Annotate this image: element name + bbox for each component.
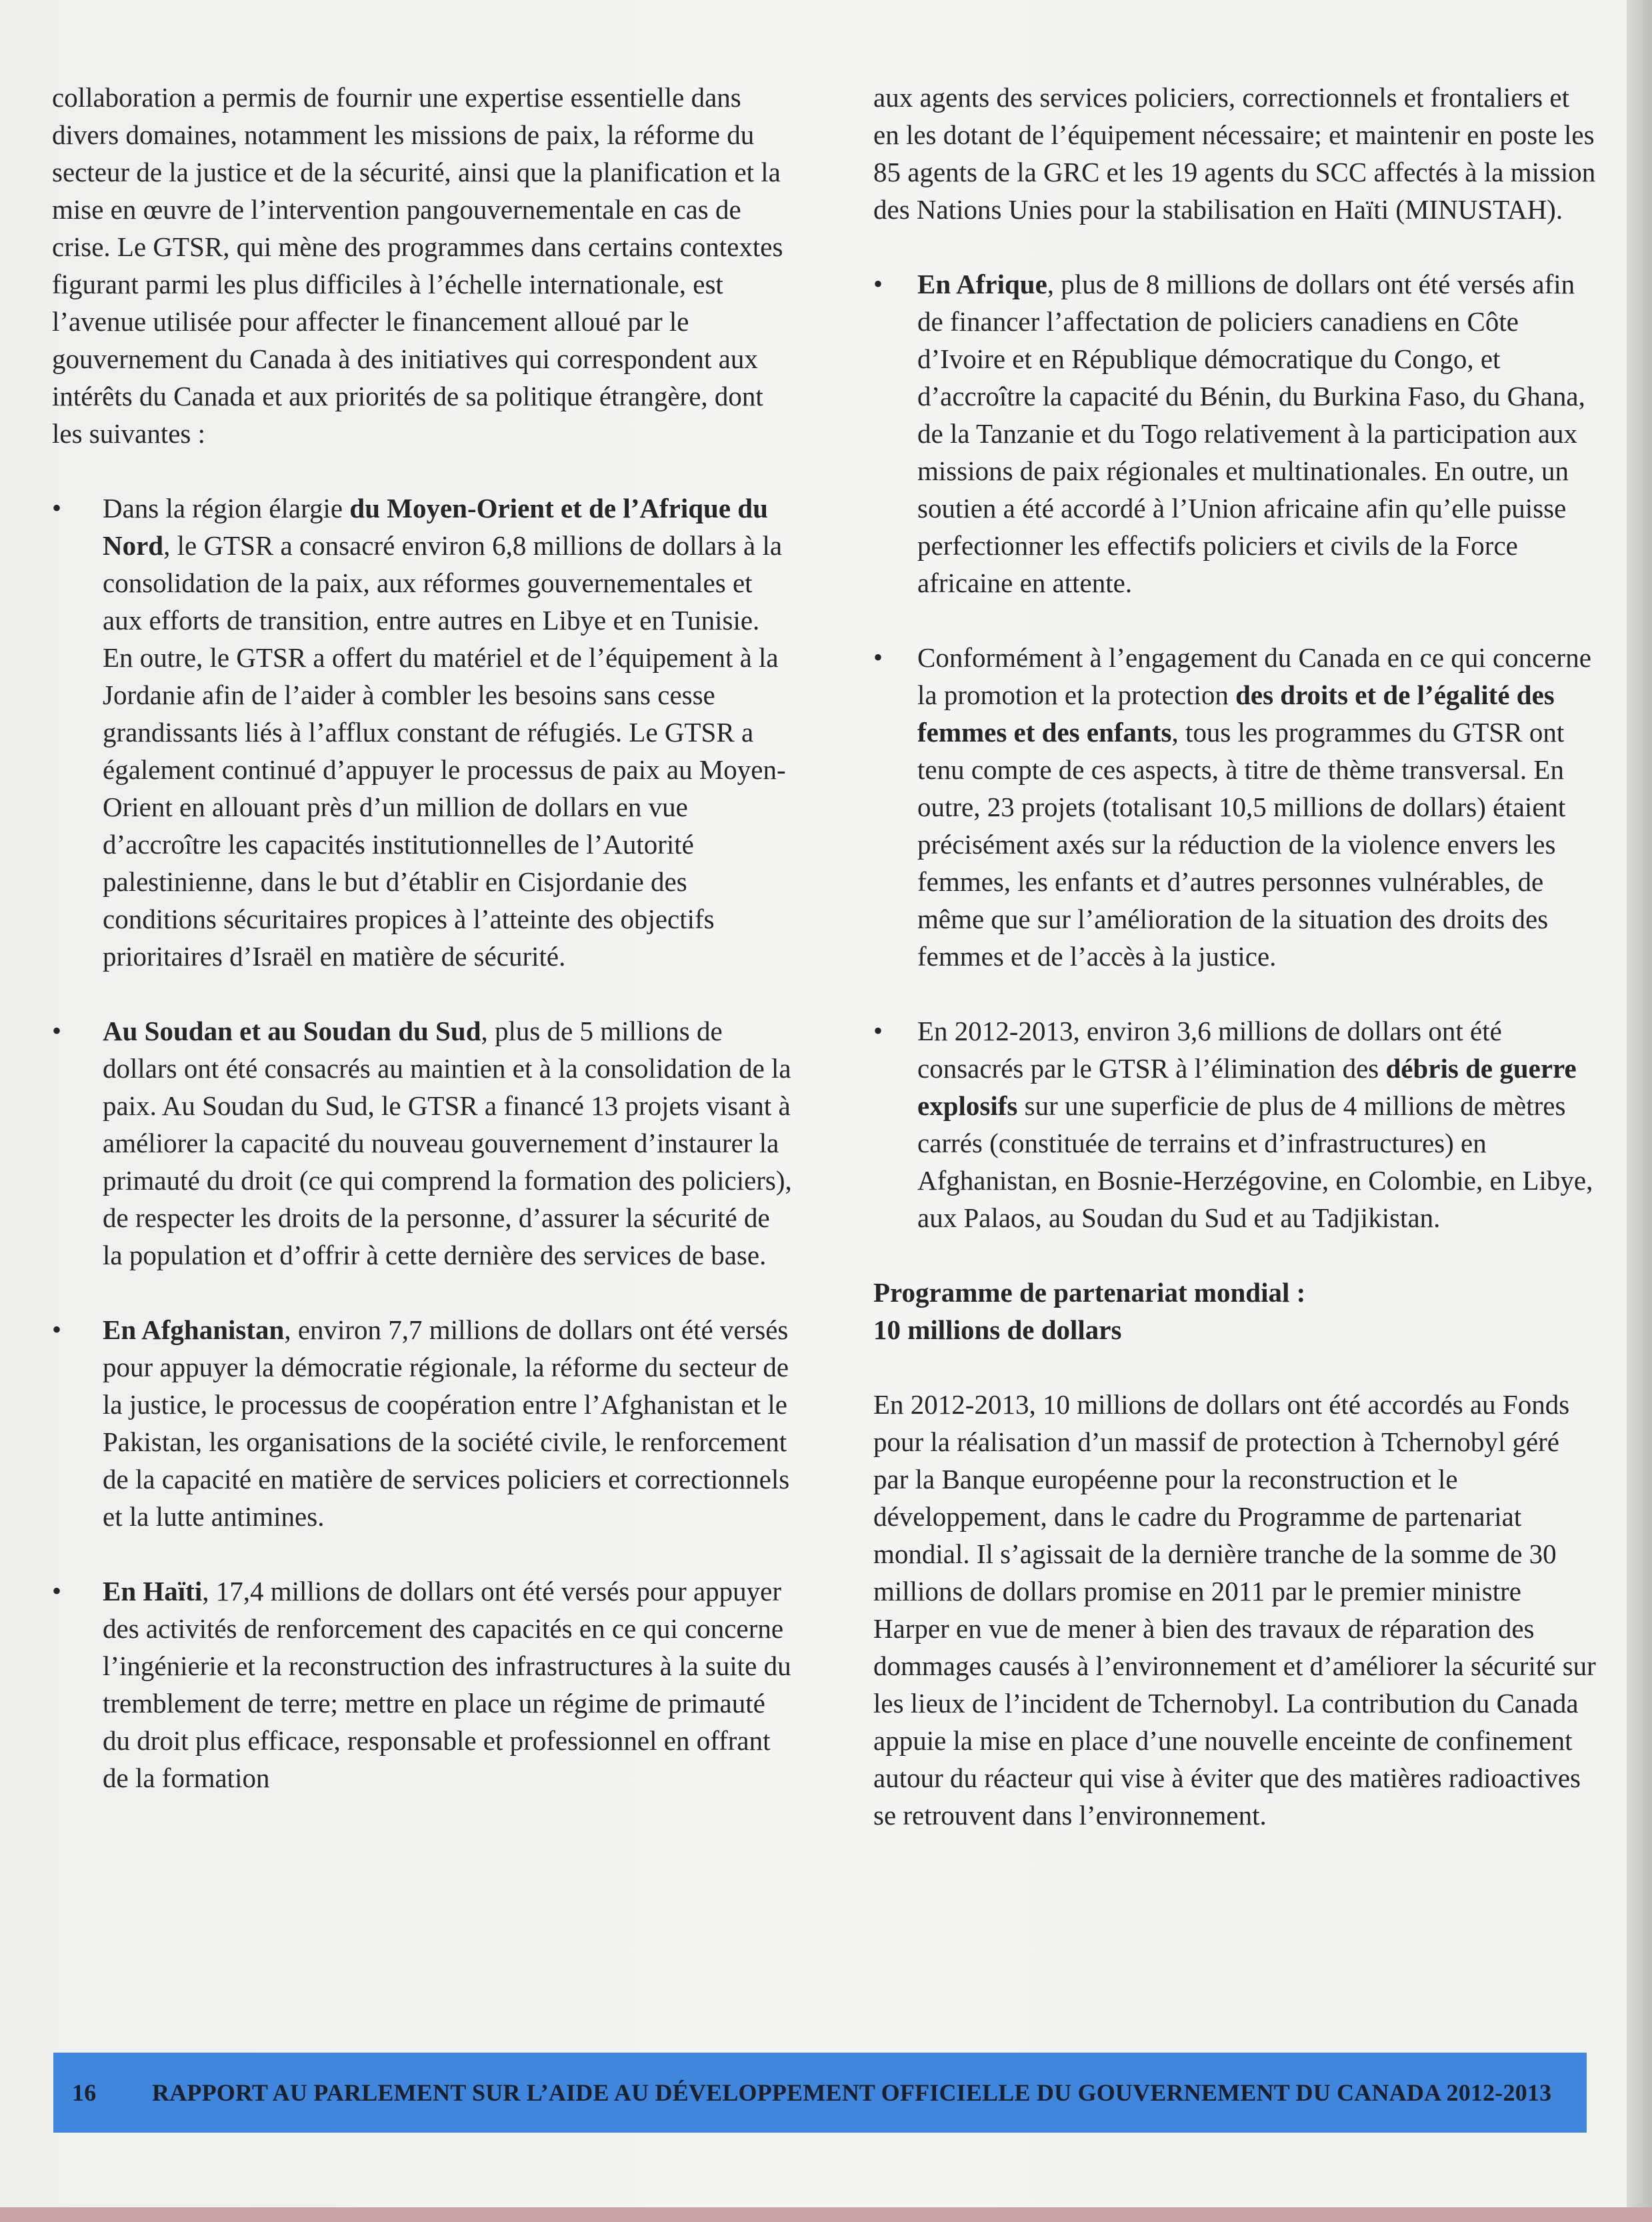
right-bullet-list: [873, 265, 1600, 1236]
intro-paragraph: collaboration a permis de fournir une expertise essentielle dans divers domaines, notamment les missions de paix, la réforme du secteur de la justice et de la sécurité, ainsi que la planification et la mise en œuvre de l’intervention pangouvernementale en cas de crise. Le GTSR, qui mène des programmes dans certains contextes figurant parmi les plus difficiles à l’échelle internationale, est l’avenue utilisée pour affecter le financement alloué par le gouvernement du Canada à des initiatives qui correspondent aux intérêts du Canada et aux priorités de sa politique étrangère, dont les suivantes :: [52, 82, 783, 449]
bullet-bold-text: débris de guerre explosifs: [917, 1053, 1577, 1121]
haiti-continuation-paragraph: aux agents des services policiers, correctionnels et frontaliers et en les dotant de l’équipement nécessaire; et maintenir en poste les 85 agents de la GRC et les 19 agents du SCC affectés à la mission des Nations Unies pour la stabilisation en Haïti (MINUSTAH).: [873, 82, 1596, 225]
bullet-text: , tous les programmes du GTSR ont tenu compte de ces aspects, à titre de thème transversal. En outre, 23 projets (totalisant 10,5 millions de dollars) étaient précisément axés sur la réduction de la violence envers les femmes, les enfants et d’autres personnes vulnérables, de même que sur l’amélioration de la situation des droits des femmes et de l’accès à la justice.: [917, 717, 1566, 972]
section-heading-line: Programme de partenariat mondial :: [873, 1277, 1306, 1308]
bullet-text: En 2012-2013, environ 3,6 millions de dollars ont été consacrés par le GTSR à l’élimination des: [917, 1016, 1502, 1084]
bullet-bold-text: des droits et de l’égalité des femmes et des enfants: [917, 680, 1555, 748]
page-number: 16: [72, 2079, 97, 2106]
right-column: [873, 79, 1600, 1834]
bullet-afghanistan: [52, 1311, 792, 1535]
bullet-haiti: [52, 1572, 792, 1797]
bullet-bold-text: Au Soudan et au Soudan du Sud: [103, 1016, 481, 1046]
bullet-explosive-remnants: [873, 1012, 1600, 1236]
left-bullet-list: [52, 489, 792, 1797]
bullet-text: , plus de 8 millions de dollars ont été versés afin de financer l’affectation de policiers canadiens en Côte d’Ivoire et en République démocratique du Congo, et d’accroître la capacité du Bénin, du Burkina Faso, du Ghana, de la Tanzanie et du Togo relativement à la participation aux missions de paix régionales et multinationales. En outre, un soutien a été accordé à l’Union africaine afin qu’elle puisse perfectionner les effectifs policiers et civils de la Force africaine en attente.: [917, 269, 1585, 598]
section-body-paragraph: En 2012-2013, 10 millions de dollars ont été accordés au Fonds pour la réalisation d’un massif de protection à Tchernobyl géré par la Banque européenne pour la reconstruction et le développement, dans le cadre du Programme de partenariat mondial. Il s’agissait de la dernière tranche de la somme de 30 millions de dollars promise en 2011 par le premier ministre Harper en vue de mener à bien des travaux de réparation des dommages causés à l’environnement et d’améliorer la sécurité sur les lieux de l’incident de Tchernobyl. La contribution du Canada appuie la mise en place d’une nouvelle enceinte de confinement autour du réacteur qui vise à éviter que des matières radioactives se retrouvent dans l’environnement.: [873, 1389, 1596, 1831]
footer-title: RAPPORT AU PARLEMENT SUR L’AIDE AU DÉVELOPPEMENT OFFICIELLE DU GOUVERNEMENT DU CANADA 2012-2013: [152, 2079, 1552, 2106]
bullet-bold-text: du Moyen-Orient et de l’Afrique du Nord: [103, 493, 768, 561]
bullet-text: Conformément à l’engagement du Canada en ce qui concerne la promotion et la protection: [917, 642, 1591, 710]
footer-band: [53, 2053, 1587, 2133]
bullet-bold-text: En Afghanistan: [103, 1314, 285, 1345]
page-edge-shadow: [1627, 0, 1652, 2222]
bullet-women-children: [873, 639, 1600, 975]
bullet-text: , plus de 5 millions de dollars ont été consacrés au maintien et à la consolidation de la paix. Au Soudan du Sud, le GTSR a financé 13 projets visant à améliorer la capacité du nouveau gouvernement d’instaurer la primauté du droit (ce qui comprend la formation des policiers), de respecter les droits de la personne, d’assurer la sécurité de la population et d’offrir à cette dernière des services de base.: [103, 1016, 792, 1270]
bullet-text: , 17,4 millions de dollars ont été versés pour appuyer des activités de renforcement des capacités en ce qui concerne l’ingénierie et la reconstruction des infrastructures à la suite du tremblement de terre; mettre en place un régime de primauté du droit plus efficace, responsable et professionnel en offrant de la formation: [103, 1576, 791, 1793]
bullet-bold-text: En Haïti: [103, 1576, 203, 1606]
bullet-text: Dans la région élargie: [103, 493, 350, 523]
bullet-text: sur une superficie de plus de 4 millions de mètres carrés (constituée de terrains et d’infrastructures) en Afghanistan, en Bosnie-Herzégovine, en Colombie, en Libye, aux Palaos, au Soudan du Sud et au Tadjikistan.: [917, 1090, 1593, 1233]
bullet-africa: [873, 265, 1600, 602]
section-heading: [873, 1274, 1600, 1348]
bullet-bold-text: En Afrique: [917, 269, 1047, 299]
cover-edge: [0, 2207, 1652, 2222]
left-column: [52, 79, 792, 1834]
bullet-middle-east: [52, 489, 792, 975]
bullet-text: , le GTSR a consacré environ 6,8 millions de dollars à la consolidation de la paix, aux réformes gouvernementales et aux efforts de transition, entre autres en Libye et en Tunisie. En outre, le GTSR a offert du matériel et de l’équipement à la Jordanie afin de l’aider à combler les besoins sans cesse grandissants liés à l’afflux constant de réfugiés. Le GTSR a également continué d’appuyer le processus de paix au Moyen-Orient en allouant près d’un million de dollars en vue d’accroître les capacités institutionnelles de l’Autorité palestinienne, dans le but d’établir en Cisjordanie des conditions sécuritaires propices à l’atteinte des objectifs prioritaires d’Israël en matière de sécurité.: [103, 530, 786, 972]
bullet-sudan: [52, 1012, 792, 1274]
section-heading-line: 10 millions de dollars: [873, 1314, 1122, 1345]
bullet-text: , environ 7,7 millions de dollars ont été versés pour appuyer la démocratie régionale, la réforme du secteur de la justice, le processus de coopération entre l’Afghanistan et le Pakistan, les organisations de la société civile, le renforcement de la capacité en matière de services policiers et correctionnels et la lutte antimines.: [103, 1314, 790, 1532]
